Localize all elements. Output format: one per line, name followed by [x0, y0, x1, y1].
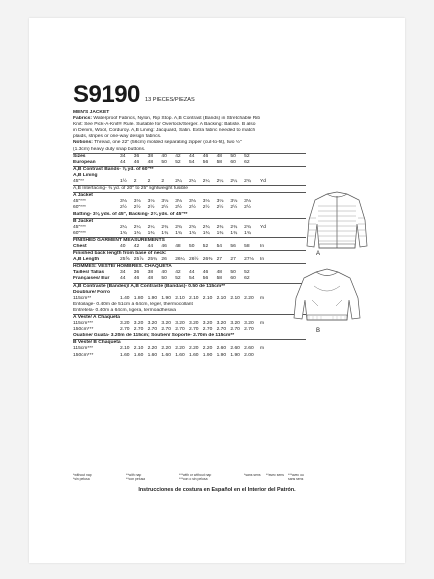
- a-jacket-heading: A Jacket: [73, 192, 306, 199]
- row-value: 50: [161, 276, 167, 282]
- description-text: Thread, one 22" (56cm) molded separating zipper (cut-to-fit), two ½": [92, 140, 242, 146]
- row-value: 2½: [230, 205, 238, 211]
- description-text: Waterproof Fabrics, Nylon, Rip Stop. A,B Contrast (Bands) in Stretchable Rib: [92, 116, 261, 122]
- row-value: 3.20: [147, 321, 158, 327]
- row-value: 46: [133, 276, 140, 282]
- row-value: 2½: [147, 205, 155, 211]
- row-value: 1½: [120, 179, 127, 185]
- row-value: 2.70: [161, 327, 171, 333]
- row-value: 26: [161, 257, 167, 263]
- row-value: 58: [216, 159, 223, 165]
- row-label: 60"***: [73, 230, 86, 236]
- row-value: 2.10: [120, 346, 130, 352]
- footnote: ***avec ou sans sens: [288, 473, 304, 482]
- row-unit: [258, 160, 268, 166]
- footnote: **with nap: [126, 473, 142, 477]
- batting-line: Batting- 3⅛ yds. of 45", Backing- 2¾ yds. of 45"**: [73, 211, 188, 217]
- row-value: 52: [202, 243, 209, 249]
- row-value: 2.20: [244, 295, 254, 301]
- row-value: 2¼: [133, 224, 141, 230]
- row-value: 2.60: [230, 346, 240, 352]
- footnote: ***con o sin pelusa: [179, 477, 208, 482]
- row-value: 3.20: [161, 321, 171, 327]
- row-value: 2.70: [202, 327, 213, 333]
- row-value: 3⅛: [202, 199, 210, 205]
- fr-a-jacket-heading: A Veste/ A Chaqueta: [73, 314, 306, 321]
- row-value: 3⅛: [120, 199, 127, 205]
- row-value: 42: [175, 270, 181, 276]
- section-title-mens-jacket: MEN'S JACKET: [73, 110, 110, 115]
- row-value: 2.10: [216, 295, 227, 301]
- row-unit: [258, 353, 268, 359]
- row-value: 2¾: [216, 224, 224, 230]
- row-label: 45"**: [73, 179, 84, 185]
- row-value: 1.80: [133, 295, 144, 301]
- row-value: 1¾: [120, 230, 127, 236]
- row-value: 2¾: [244, 179, 251, 185]
- row-value: 54: [188, 276, 195, 282]
- row-label: 60"***: [73, 205, 86, 211]
- row-value: 44: [188, 153, 195, 159]
- row-value: 1¾: [175, 230, 182, 236]
- row-value: 48: [216, 270, 223, 276]
- fr-lining-heading: Doublure/ Forro: [73, 289, 110, 295]
- row-value: 1.60: [188, 352, 199, 358]
- row-value: 60: [230, 159, 236, 165]
- row-value: 54: [216, 243, 223, 249]
- row-value: 48: [175, 243, 181, 249]
- row-value: 25⅞: [133, 257, 144, 263]
- row-value: 1.90: [216, 352, 227, 358]
- footnote: *sans sens: [244, 473, 261, 477]
- row-value: 27: [230, 257, 236, 263]
- row-value: 2.20: [188, 346, 199, 352]
- row-value: 3.20: [230, 321, 240, 327]
- row-value: 50: [230, 153, 236, 159]
- row-value: 52: [244, 270, 250, 276]
- row-unit: [258, 205, 268, 211]
- footnotes-right: [244, 473, 310, 481]
- row-value: 60: [230, 276, 236, 282]
- row-value: 2.20: [147, 346, 158, 352]
- footnote: ***with or without nap: [179, 473, 212, 477]
- row-value: 26½: [188, 257, 199, 263]
- fr-b-jacket-yardage: [73, 346, 306, 358]
- row-value: 2.70: [188, 327, 199, 333]
- row-value: 34: [120, 153, 126, 159]
- row-value: 46: [202, 270, 209, 276]
- row-value: 2.70: [133, 327, 144, 333]
- row-value: 62: [244, 159, 250, 165]
- row-value: 2½: [202, 205, 210, 211]
- row-value: 2½: [120, 205, 127, 211]
- row-value: 2.10: [202, 295, 213, 301]
- row-value: 1.90: [147, 295, 158, 301]
- footnote: **avec sens: [266, 473, 284, 477]
- spanish-instructions-note: Instrucciones de costura en Español en el Interior del Patrón.: [138, 487, 296, 493]
- row-value: 2: [147, 179, 151, 185]
- row-unit: m: [259, 295, 265, 301]
- row-label: 45"***: [73, 199, 86, 205]
- row-value: 58: [216, 276, 223, 282]
- row-value: 1¾: [133, 230, 141, 236]
- row-value: 2½: [216, 205, 224, 211]
- row-unit: [258, 327, 268, 333]
- row-value: 3.20: [216, 321, 227, 327]
- row-value: 2.10: [175, 295, 185, 301]
- row-label: 150cm***: [73, 352, 94, 358]
- description-text: plaids, stripes or one-way design fabrics.: [73, 134, 162, 140]
- description-label: Notions:: [73, 140, 93, 146]
- row-value: 2¾: [188, 224, 196, 230]
- row-value: 2¾: [244, 224, 251, 230]
- contrast-bands: A,B Contrast Bands- ⅞ yd. of 60"**: [73, 166, 306, 173]
- row-value: 2¼: [230, 179, 238, 185]
- row-value: 56: [202, 159, 209, 165]
- row-label: Sizes: [73, 153, 86, 159]
- row-value: 1¾: [202, 230, 210, 236]
- fr-contrast: A,B Contraste (Bandes)/ A,B Contraste (Bandas)- 0.50 de 115cm**: [73, 283, 306, 290]
- row-value: 2½: [244, 205, 251, 211]
- row-value: 2: [133, 179, 137, 185]
- row-value: 54: [188, 159, 195, 165]
- row-value: 46: [202, 153, 209, 159]
- row-value: 34: [120, 270, 126, 276]
- lining-heading: A,B Lining: [73, 172, 98, 178]
- row-value: 26¼: [175, 257, 185, 263]
- row-label: Chest: [73, 243, 87, 249]
- row-value: 52: [175, 276, 181, 282]
- row-unit: m: [259, 346, 265, 352]
- row-value: 3.20: [175, 321, 185, 327]
- row-value: 46: [161, 243, 167, 249]
- sizes-row: [73, 153, 306, 160]
- row-value: 2½: [161, 205, 169, 211]
- row-value: 25¾: [147, 257, 158, 263]
- row-value: 2.70: [216, 327, 227, 333]
- row-unit: [258, 231, 268, 237]
- row-value: 1¾: [188, 230, 196, 236]
- row-value: 2.20: [161, 346, 171, 352]
- footnote: **con pelusa: [126, 477, 146, 482]
- row-value: 1¾: [147, 230, 155, 236]
- row-label: 115cm**: [73, 295, 92, 301]
- row-value: 2.20: [202, 346, 213, 352]
- row-value: 1.60: [147, 352, 158, 358]
- row-value: 2¾: [202, 224, 210, 230]
- row-value: 50: [161, 159, 167, 165]
- row-value: 1.60: [175, 352, 185, 358]
- row-value: 40: [161, 153, 167, 159]
- fr-batting: Ouatine/ Guata- 3.20m de 115cm; Soutien/ Soporte- 2.70m de 115cm**: [73, 333, 235, 339]
- row-value: 1¾: [244, 230, 251, 236]
- row-value: 2.70: [230, 327, 240, 333]
- row-value: 52: [175, 159, 181, 165]
- row-value: 1.90: [230, 352, 240, 358]
- row-value: 52: [244, 153, 250, 159]
- row-value: 3⅛: [188, 199, 196, 205]
- interfacing-line: A,B Interfacing- ¾ yd. of 20" to 25" lightweight fusible: [73, 185, 306, 192]
- row-value: 36: [133, 153, 140, 159]
- row-value: 2¾: [230, 224, 238, 230]
- row-value: 2.10: [133, 346, 144, 352]
- a-jacket-yardage: [73, 199, 306, 211]
- row-value: 2½: [133, 205, 141, 211]
- row-value: 40: [161, 270, 167, 276]
- row-value: 3.20: [202, 321, 213, 327]
- row-value: 26⅜: [202, 257, 213, 263]
- row-value: 2: [161, 179, 165, 185]
- row-value: 2½: [175, 205, 182, 211]
- row-value: 2.10: [188, 295, 199, 301]
- row-value: 56: [202, 276, 209, 282]
- description-text: in Denim, Wool, Corduroy. A,B Lining: Jacquard, Satin. Extra fabric needed to match: [73, 128, 256, 134]
- row-value: 27⅛: [244, 257, 254, 263]
- description-text: Knit: See Pick-A-Knit® Rule. Suitable for Overlock/Serger. A Backing: Batiste. B also: [73, 122, 256, 128]
- row-value: 2.60: [244, 346, 254, 352]
- b-jacket-yardage: [73, 225, 306, 237]
- row-value: 2¼: [202, 179, 210, 185]
- row-label: European: [73, 159, 96, 165]
- row-unit: In: [259, 243, 265, 249]
- b-jacket-heading: B Jacket: [73, 218, 306, 225]
- row-value: 2.70: [244, 327, 254, 333]
- row-value: 2¼: [147, 224, 155, 230]
- row-value: 2¼: [188, 179, 196, 185]
- row-value: 2½: [188, 205, 196, 211]
- row-value: 2.10: [230, 295, 240, 301]
- row-label: Françaises/ Eur: [73, 276, 110, 282]
- row-value: 48: [216, 153, 223, 159]
- view-b-jacket-illustration: [292, 266, 362, 326]
- back-length-label: Finished back length from base of neck:: [73, 250, 306, 257]
- row-value: 1.90: [202, 352, 213, 358]
- row-value: 1.40: [120, 295, 130, 301]
- view-a-jacket-illustration: [305, 190, 369, 252]
- row-label: 115cm***: [73, 346, 94, 352]
- row-value: 3⅛: [216, 199, 224, 205]
- row-value: 56: [230, 243, 236, 249]
- row-unit: Yd: [259, 179, 266, 185]
- row-value: 36: [133, 270, 140, 276]
- row-value: 42: [133, 243, 140, 249]
- row-value: 3⅛: [175, 199, 182, 205]
- row-unit: Yd: [259, 224, 266, 230]
- row-value: 62: [244, 276, 250, 282]
- row-value: 3⅛: [161, 199, 169, 205]
- row-value: 27: [216, 257, 223, 263]
- row-value: 3⅛: [147, 199, 155, 205]
- row-value: 2¼: [120, 224, 127, 230]
- pattern-code: S9190: [73, 81, 140, 108]
- row-value: 2.60: [216, 346, 227, 352]
- row-value: 1¾: [216, 230, 224, 236]
- description-text: (1.3cm) heavy duty snap buttons.: [73, 146, 146, 152]
- row-value: 3⅛: [133, 199, 141, 205]
- row-value: 2.70: [147, 327, 158, 333]
- pattern-text-block: [73, 110, 306, 359]
- row-value: 1¾: [161, 230, 169, 236]
- row-label: 115cm***: [73, 321, 94, 327]
- row-value: 1¾: [230, 230, 238, 236]
- row-value: 1.60: [161, 352, 171, 358]
- row-value: 48: [147, 276, 154, 282]
- row-value: 58: [244, 243, 250, 249]
- row-value: 38: [147, 270, 154, 276]
- row-value: 2.70: [120, 327, 130, 333]
- row-value: 50: [188, 243, 195, 249]
- row-value: 1.60: [133, 352, 144, 358]
- view-b-label: B: [316, 328, 321, 334]
- es-interfacing: Entretela- 0.40m a 64cm, ligera, termoadhesiva: [73, 307, 177, 313]
- row-value: 2.00: [244, 352, 254, 358]
- yardage-row: [73, 353, 306, 359]
- row-value: 3⅛: [244, 199, 251, 205]
- row-value: 44: [120, 276, 126, 282]
- row-label: Tailles/ Tallas: [73, 270, 105, 276]
- row-value: 50: [230, 270, 236, 276]
- row-value: 44: [147, 243, 154, 249]
- row-value: 44: [120, 159, 126, 165]
- row-value: 2¾: [161, 224, 169, 230]
- row-value: 2¼: [175, 179, 182, 185]
- row-value: 1.90: [161, 295, 171, 301]
- row-value: 2¾: [175, 224, 182, 230]
- footnote: *sin pelusa: [73, 477, 90, 482]
- row-value: 2.20: [175, 346, 185, 352]
- row-value: 48: [147, 159, 154, 165]
- row-label: 150cm***: [73, 327, 94, 333]
- row-value: 2.70: [175, 327, 185, 333]
- fr-interfacing: Entoilage- 0.40m de 51cm à 64cm, léger, thermocollant: [73, 301, 193, 307]
- row-value: 3.20: [120, 321, 130, 327]
- row-value: 25⅝: [120, 257, 130, 263]
- pieces-count: 13 PIECES/PIEZAS: [145, 97, 195, 103]
- view-a-label: A: [316, 251, 321, 257]
- row-value: 44: [188, 270, 195, 276]
- row-value: 42: [175, 153, 181, 159]
- row-value: 3.20: [133, 321, 144, 327]
- row-value: 3⅛: [230, 199, 238, 205]
- finished-measurements-title: FINISHED GARMENT MEASUREMENTS: [73, 237, 306, 244]
- row-value: 3.20: [244, 321, 254, 327]
- description-label: Fabrics:: [73, 116, 93, 122]
- section-title-french-spanish: HOMMES: VESTE/ HOMBRES. CHAQUETA: [73, 263, 306, 270]
- fr-a-jacket-yardage: [73, 321, 306, 333]
- fr-b-jacket-heading: B Veste/ B Chaqueta: [73, 339, 306, 346]
- row-value: 1.60: [120, 352, 130, 358]
- row-value: 46: [133, 159, 140, 165]
- row-value: 40: [120, 243, 126, 249]
- footnote: *without nap: [73, 473, 92, 477]
- row-value: 3.20: [188, 321, 199, 327]
- row-unit: [258, 276, 268, 282]
- fabric-notions-description: [73, 116, 306, 153]
- row-value: 2¼: [216, 179, 224, 185]
- row-unit: In: [259, 257, 265, 263]
- row-label: A,B Length: [73, 257, 100, 263]
- row-label: 45"***: [73, 224, 86, 230]
- row-value: 38: [147, 153, 154, 159]
- row-unit: m: [259, 321, 265, 327]
